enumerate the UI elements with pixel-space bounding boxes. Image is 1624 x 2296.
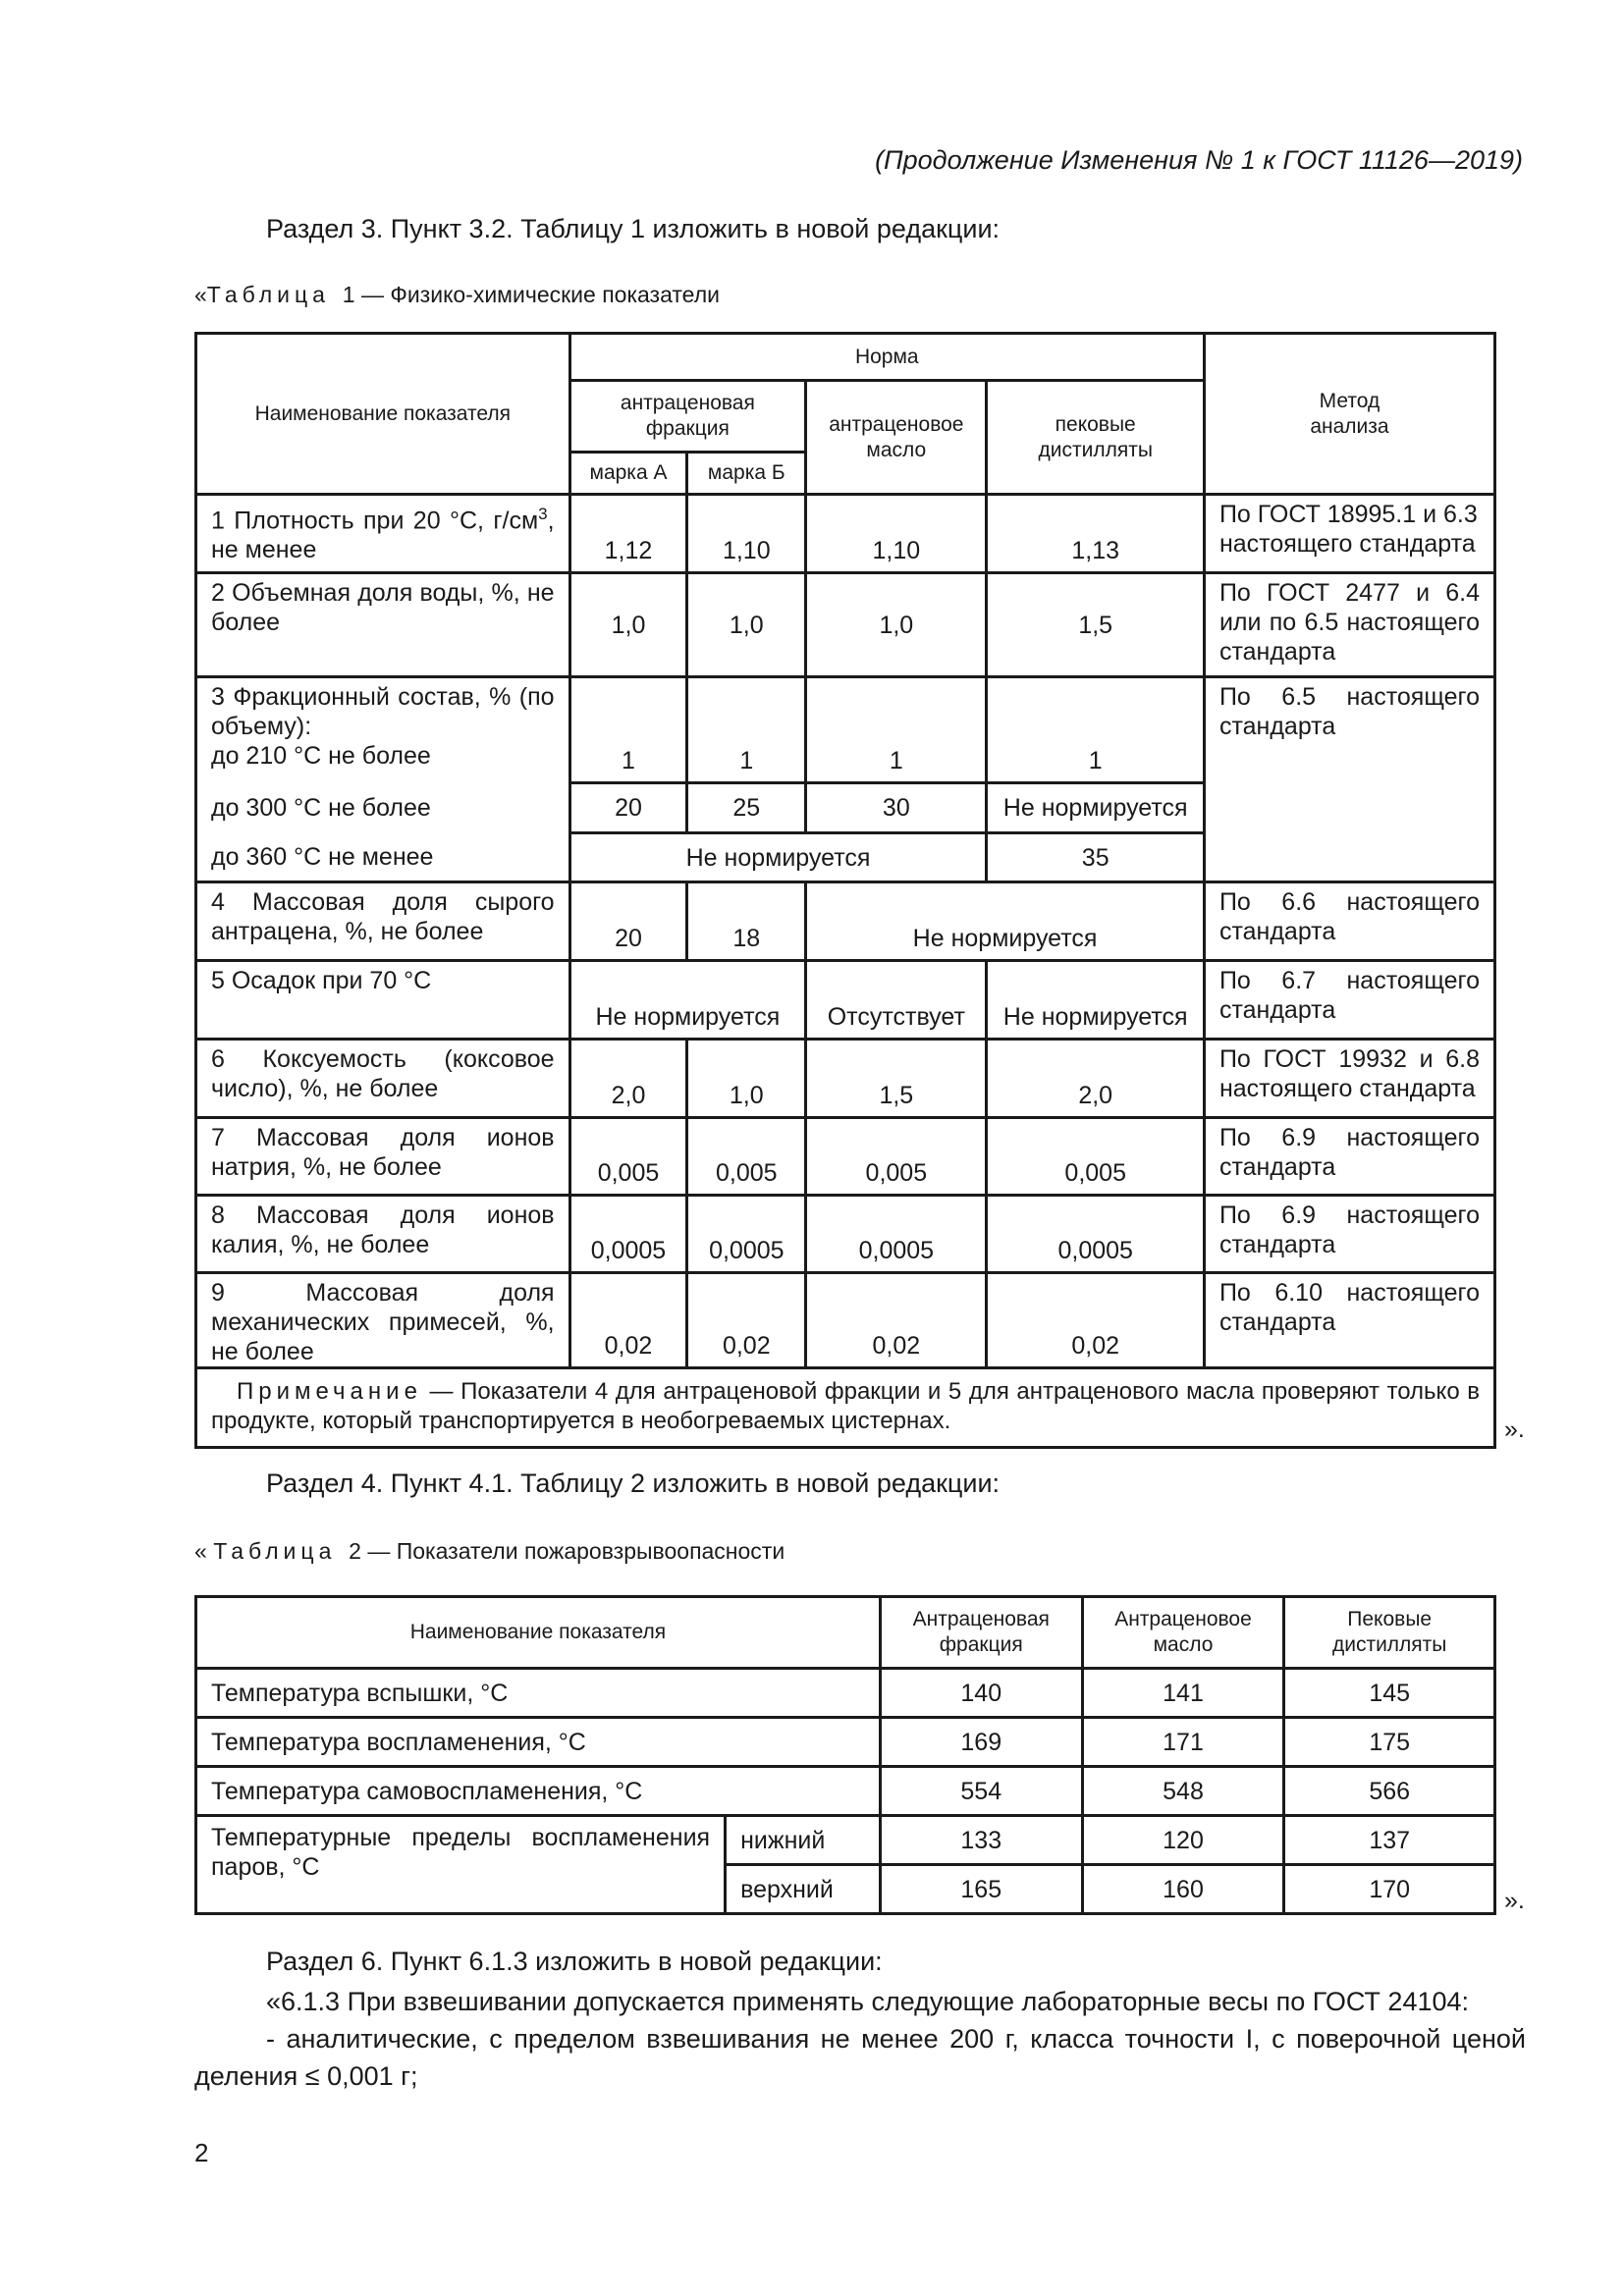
cell-grade-b: 18 [687,882,806,961]
row-name: Температура вспышки, °С [196,1669,881,1718]
cell-method: По 6.10 настоящего стандарта [1204,1273,1494,1368]
row-name: 2 Объемная доля воды, %, не более [196,573,570,677]
cell-method: По 6.9 настоящего стандарта [1204,1118,1494,1196]
row-name: 3 Фракционный состав, % (по объему): до 210 °С не более [196,677,570,783]
cell-fraction: 165 [880,1865,1082,1914]
cell-pitch: 170 [1284,1865,1495,1914]
cell-method: По 6.9 настоящего стандарта [1204,1196,1494,1273]
table-row [196,1816,1495,1865]
table-row [196,1040,1495,1118]
cell-pitch: 566 [1284,1767,1495,1816]
table2-caption [194,1538,785,1565]
cell-grade-b: 0,02 [687,1273,806,1368]
row-name: Температурные пределы воспламенения паров, °С [196,1816,726,1914]
caption-title: 1 — Физико-химические показатели [342,282,720,307]
note-text: — Показатели 4 для антраценовой фракции и 5 для антраценового масла проверяют только в продукте, который транспортируется в необогреваемых цистернах. [211,1378,1480,1434]
cell-grade-a: 1,0 [569,573,687,677]
header-fraction: Антраценовая фракция [880,1597,1082,1669]
header-grade-b: марка Б [687,453,806,495]
cell-pitch: 0,0005 [987,1196,1205,1273]
cell-fraction: 133 [880,1816,1082,1865]
cell-pitch: 175 [1284,1718,1495,1767]
table-row [196,961,1495,1040]
table-fire-hazard [194,1595,1496,1915]
cell-pitch: 0,005 [987,1118,1205,1196]
cell-merged: Не нормируется [569,833,987,882]
section6-body [194,1983,1526,2095]
caption-quote: « [194,282,207,307]
table-row [196,1767,1495,1816]
row-name: Температура воспламенения, °С [196,1718,881,1767]
row-name: 7 Массовая доля ионов натрия, %, не более [196,1118,570,1196]
header-pitch-distillates: пековые дистилляты [987,381,1205,495]
cell-grade-a: 20 [569,783,687,833]
cell-pitch: 1,5 [987,573,1205,677]
cell-grade-b: 0,0005 [687,1196,806,1273]
cell-oil: 171 [1082,1718,1284,1767]
cell-oil: 1,0 [806,573,987,677]
page-number: 2 [194,2138,209,2167]
cell-merged: Не нормируется [569,961,806,1040]
section4-instruction: Раздел 4. Пункт 4.1. Таблицу 2 изложить в новой редакции: [266,1468,1001,1498]
cell-oil: 120 [1082,1816,1284,1865]
table-row [196,677,1495,783]
caption-word: Таблица [206,282,330,307]
cell-grade-b: 1,0 [687,1040,806,1118]
header-name: Наименование показателя [196,334,570,495]
row-sublabel-upper: верхний [726,1865,881,1914]
table-row [196,573,1495,677]
cell-grade-a: 0,005 [569,1118,687,1196]
row-name: 1 Плотность при 20 °С, $г/см^3$, не менее [196,495,570,573]
cell-oil: 141 [1082,1669,1284,1718]
cell-grade-b: 1,10 [687,495,806,573]
cell-grade-a: 1 [569,677,687,783]
table-row [196,1273,1495,1368]
header-name: Наименование показателя [196,1597,881,1669]
cell-oil: 0,02 [806,1273,987,1368]
row-sublabel-lower: нижний [726,1816,881,1865]
cell-method: По ГОСТ 18995.1 и 6.3 настоящего стандарта [1204,495,1494,573]
cell-merged: Не нормируется [806,882,1205,961]
cell-fraction: 169 [880,1718,1082,1767]
cell-pitch: 137 [1284,1816,1495,1865]
cell-grade-a: 20 [569,882,687,961]
note-word: Примечание [237,1378,422,1405]
header-pitch: Пековые дистилляты [1284,1597,1495,1669]
cell-grade-a: 0,0005 [569,1196,687,1273]
cell-grade-b: 1 [687,677,806,783]
header-norm: Норма [569,334,1204,381]
table-row [196,1718,1495,1767]
cell-oil: 30 [806,783,987,833]
table-row [196,495,1495,573]
table-note-row [196,1368,1495,1448]
table1-close-quote: ». [1504,1415,1525,1443]
row-name: 5 Осадок при 70 °С [196,961,570,1040]
header-oil: Антраценовое масло [1082,1597,1284,1669]
header-method: Метод анализа [1204,334,1494,495]
cell-method: По 6.6 настоящего стандарта [1204,882,1494,961]
cell-pitch: Не нормируется [987,783,1205,833]
table2-close-quote: ». [1504,1887,1525,1914]
caption-quote: « [194,1538,207,1564]
cell-method: По ГОСТ 2477 и 6.4 или по 6.5 настоящего стандарта [1204,573,1494,677]
row-name: 8 Массовая доля ионов калия, %, не более [196,1196,570,1273]
cell-pitch: 145 [1284,1669,1495,1718]
cell-oil: 548 [1082,1767,1284,1816]
caption-title: 2 — Показатели пожаровзрывоопасности [349,1538,785,1564]
cell-grade-b: 1,0 [687,573,806,677]
row-name: Температура самовоспламенения, °С [196,1767,881,1816]
cell-method: По 6.7 настоящего стандарта [1204,961,1494,1040]
table-row [196,1196,1495,1273]
section6-instruction: Раздел 6. Пункт 6.1.3 изложить в новой редакции: [266,1947,883,1976]
cell-grade-a: 2,0 [569,1040,687,1118]
cell-fraction: 140 [880,1669,1082,1718]
cell-pitch: 0,02 [987,1273,1205,1368]
cell-oil: 160 [1082,1865,1284,1914]
cell-pitch: 2,0 [987,1040,1205,1118]
header-anthracene-fraction: антраценовая фракция [569,381,806,453]
cell-oil: 0,005 [806,1118,987,1196]
cell-grade-a: 1,12 [569,495,687,573]
table-row [196,1118,1495,1196]
header-grade-a: марка А [569,453,687,495]
cell-method: По ГОСТ 19932 и 6.8 настоящего стандарта [1204,1040,1494,1118]
section6-line1: «6.1.3 При взвешивании допускается применять следующие лабораторные весы по ГОСТ 24104: [266,1987,1470,2016]
table1-caption [194,282,720,308]
cell-oil: 0,0005 [806,1196,987,1273]
caption-word: Таблица [213,1538,337,1564]
row-name: 4 Массовая доля сырого антрацена, %, не более [196,882,570,961]
cell-fraction: 554 [880,1767,1082,1816]
row-name: до 360 °С не менее [196,833,570,882]
cell-grade-b: 25 [687,783,806,833]
cell-oil: 1,5 [806,1040,987,1118]
row-name: 9 Массовая доля механических примесей, %, не более [196,1273,570,1368]
cell-method: По 6.5 настоящего стандарта [1204,677,1494,882]
cell-oil: 1,10 [806,495,987,573]
cell-grade-b: 0,005 [687,1118,806,1196]
header-anthracene-oil: антраценовое масло [806,381,987,495]
row-name: 6 Коксуемость (коксовое число), %, не более [196,1040,570,1118]
table-row [196,1669,1495,1718]
cell-pitch: Не нормируется [987,961,1205,1040]
row-name: до 300 °С не более [196,783,570,833]
cell-pitch: 1 [987,677,1205,783]
section3-instruction: Раздел 3. Пункт 3.2. Таблицу 1 изложить в новой редакции: [266,214,1001,243]
section6-line2: - аналитические, с пределом взвешивания не менее 200 г, класса точности I, с поверочной ценой деления ≤ 0,001 г; [194,2024,1526,2091]
cell-pitch: 35 [987,833,1205,882]
continuation-header: (Продолжение Изменения № 1 к ГОСТ 11126—2019) [875,145,1523,175]
table-row [196,882,1495,961]
table-physico-chemical [194,332,1496,1449]
cell-oil: 1 [806,677,987,783]
cell-pitch: 1,13 [987,495,1205,573]
cell-grade-a: 0,02 [569,1273,687,1368]
cell-oil: Отсутствует [806,961,987,1040]
table-note [196,1368,1495,1448]
